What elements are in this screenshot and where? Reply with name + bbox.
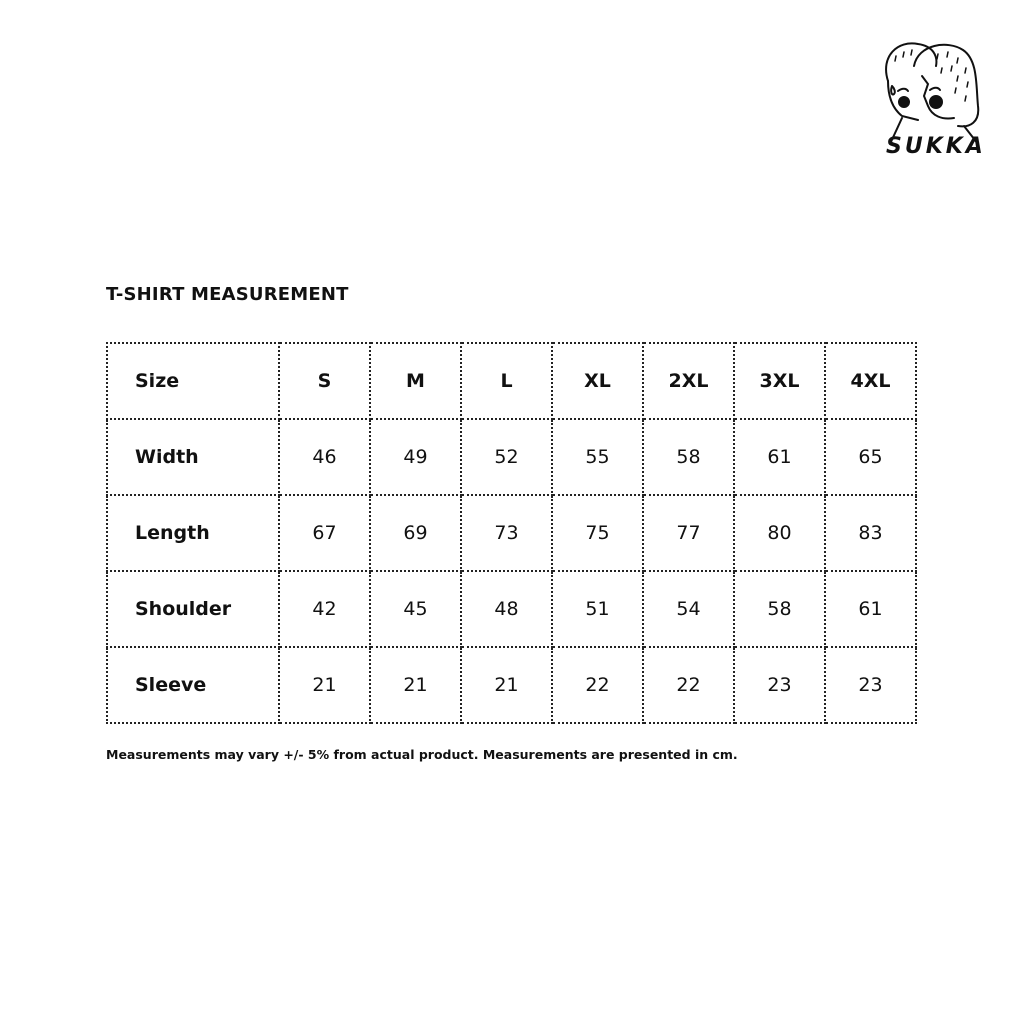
- table-cell: 21: [279, 647, 370, 723]
- table-cell: 58: [734, 571, 825, 647]
- table-cell: 48: [461, 571, 552, 647]
- page-title: T-SHIRT MEASUREMENT: [106, 284, 349, 305]
- logo-text: SUKKA: [886, 134, 986, 159]
- row-label: Sleeve: [107, 647, 279, 723]
- table-cell: 65: [825, 419, 916, 495]
- header-label: Size: [107, 343, 279, 419]
- row-label: Length: [107, 495, 279, 571]
- table-cell: 42: [279, 571, 370, 647]
- row-label: Width: [107, 419, 279, 495]
- row-label: Shoulder: [107, 571, 279, 647]
- table-cell: 75: [552, 495, 643, 571]
- size-header: 3XL: [734, 343, 825, 419]
- table-cell: 23: [825, 647, 916, 723]
- table-cell: 61: [825, 571, 916, 647]
- table-cell: 61: [734, 419, 825, 495]
- table-cell: 52: [461, 419, 552, 495]
- table-cell: 69: [370, 495, 461, 571]
- table-cell: 21: [370, 647, 461, 723]
- table-cell: 58: [643, 419, 734, 495]
- table-header-row: [107, 343, 916, 419]
- table-cell: 22: [643, 647, 734, 723]
- table-row: [107, 495, 916, 571]
- table-cell: 67: [279, 495, 370, 571]
- table-cell: 23: [734, 647, 825, 723]
- measurement-note: Measurements may vary +/- 5% from actual product. Measurements are presented in cm.: [106, 747, 738, 762]
- table-cell: 46: [279, 419, 370, 495]
- table-cell: 73: [461, 495, 552, 571]
- table-cell: 77: [643, 495, 734, 571]
- table-row: [107, 419, 916, 495]
- table-cell: 49: [370, 419, 461, 495]
- table-cell: 21: [461, 647, 552, 723]
- measurement-table: [106, 342, 917, 724]
- size-header: M: [370, 343, 461, 419]
- table-cell: 22: [552, 647, 643, 723]
- size-header: XL: [552, 343, 643, 419]
- table-cell: 55: [552, 419, 643, 495]
- table-cell: 54: [643, 571, 734, 647]
- table-cell: 51: [552, 571, 643, 647]
- table-cell: 45: [370, 571, 461, 647]
- sukka-logo: [878, 36, 988, 164]
- size-header: 2XL: [643, 343, 734, 419]
- table-cell: 83: [825, 495, 916, 571]
- size-header: 4XL: [825, 343, 916, 419]
- table-row: [107, 647, 916, 723]
- table-cell: 80: [734, 495, 825, 571]
- size-header: S: [279, 343, 370, 419]
- table-row: [107, 571, 916, 647]
- size-header: L: [461, 343, 552, 419]
